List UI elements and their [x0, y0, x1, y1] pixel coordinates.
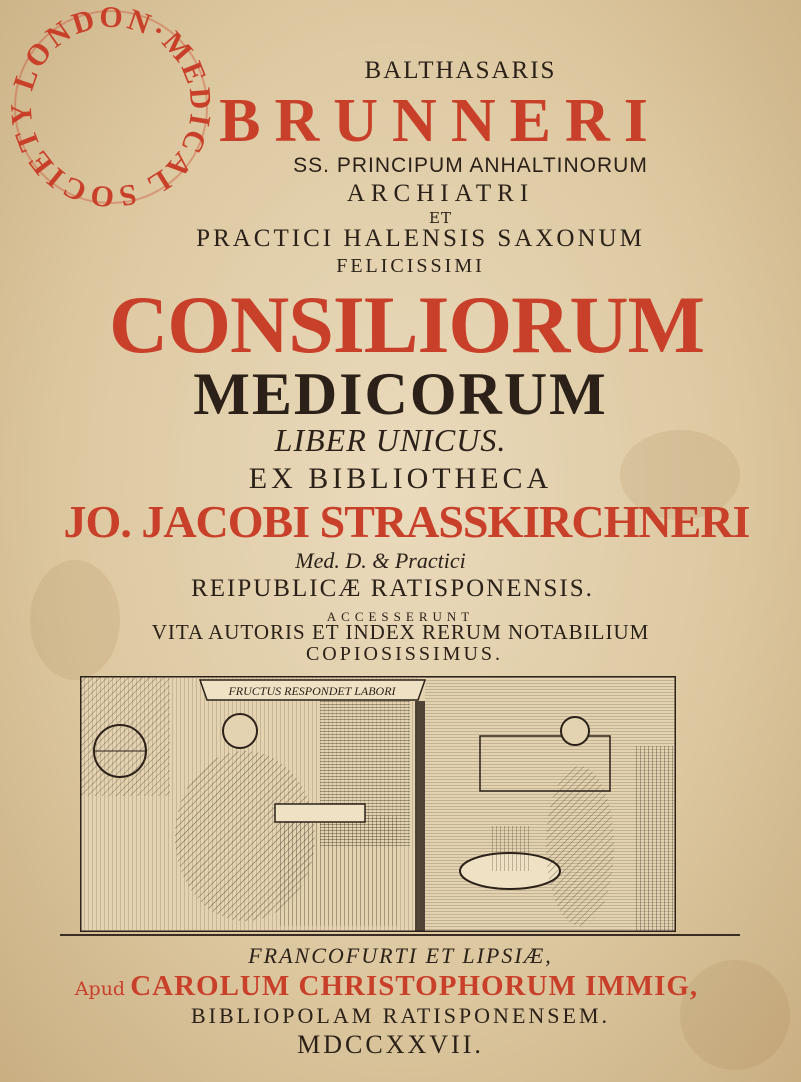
standing-figure: [546, 766, 614, 926]
source-med: Med. D. & Practici: [295, 548, 466, 573]
title-line2: MEDICORUM: [193, 361, 608, 427]
imprint-year: MDCCXXVII.: [297, 1030, 484, 1059]
divider-rule: [60, 934, 740, 936]
author-role-line3: PRACTICI HALENSIS SAXONUM: [196, 225, 645, 252]
additions-accesserunt: ACCESSERUNT: [326, 609, 475, 624]
source-republic: REIPUBLICÆ RATISPONENSIS.: [191, 575, 594, 602]
title-line3: LIBER UNICUS.: [274, 422, 507, 458]
open-book: [275, 804, 365, 822]
author-surname: BRUNNERI: [219, 87, 662, 155]
imprint-publisher-line: [0, 970, 787, 1003]
imprint-apud: Apud: [74, 978, 126, 1000]
title-line1: CONSILIORUM: [109, 279, 704, 370]
banner-text: FRUCTUS RESPONDET LABORI: [228, 684, 396, 698]
imprint-publisher: CAROLUM CHRISTOPHORUM IMMIG,: [130, 970, 699, 1002]
engraving-illustration: [80, 676, 676, 932]
author-first-name: BALTHASARIS: [364, 57, 557, 84]
source-ex: EX BIBLIOTHECA: [248, 462, 553, 495]
author-role-line1: SS. PRINCIPUM ANHALTINORUM: [293, 154, 648, 177]
imprint-place: FRANCOFURTI ET LIPSIÆ,: [248, 943, 553, 968]
imprint-bibliopolam: BIBLIOPOLAM RATISPONENSEM.: [190, 1003, 611, 1028]
author-role-line2: ARCHIATRI: [346, 180, 535, 207]
desk: [280, 816, 400, 926]
stamp-text: LONDON·MEDICAL SOCIETY: [4, 0, 218, 214]
additions-vita: VITA AUTORIS ET INDEX RERUM NOTABILIUM: [151, 620, 650, 644]
source-owner: JO. JACOBI STRASSKIRCHNERI: [63, 496, 750, 547]
additions-copiosissimus: COPIOSISSIMUS.: [305, 643, 504, 665]
author-conjunction: ET: [429, 209, 452, 227]
column: [635, 746, 676, 932]
curtain: [80, 676, 170, 796]
author-role-line4: FELICISSIMI: [336, 255, 485, 277]
